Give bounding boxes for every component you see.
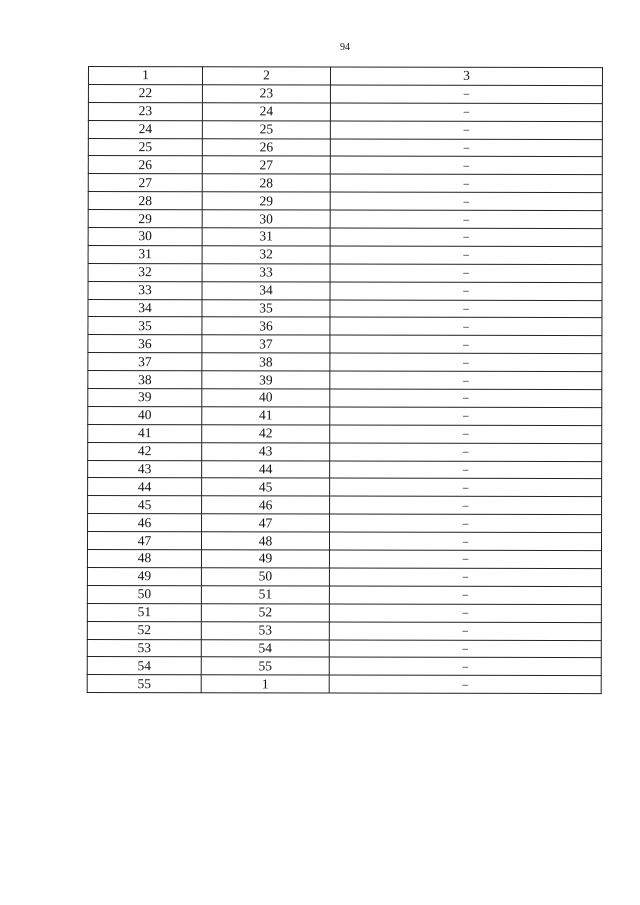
- table-cell-col-2: 39: [202, 371, 330, 389]
- table-row: [88, 335, 602, 354]
- table-cell-col-2: 46: [202, 496, 330, 514]
- table-cell-col-1: 28: [88, 192, 202, 210]
- table-row: [88, 460, 602, 479]
- table-row: [88, 263, 602, 282]
- table-row: [88, 317, 602, 336]
- table-cell-col-3: –: [329, 657, 601, 675]
- table-cell-col-1: 51: [87, 603, 201, 621]
- table-cell-col-1: 54: [87, 657, 201, 675]
- table-row: [88, 299, 602, 318]
- table-cell-col-1: 29: [88, 210, 202, 228]
- table-cell-col-2: 24: [202, 103, 330, 121]
- table-cell-col-1: 47: [87, 532, 201, 550]
- table-cell-col-2: 29: [202, 192, 330, 210]
- table-cell-col-3: –: [330, 121, 602, 139]
- table-row: [87, 657, 601, 676]
- table-cell-col-1: 48: [87, 550, 201, 568]
- table-row: [88, 406, 602, 425]
- table-cell-col-1: 52: [87, 621, 201, 639]
- table-cell-col-1: 50: [87, 585, 201, 603]
- table-cell-col-2: 26: [202, 138, 330, 156]
- table-cell-col-1: 32: [88, 263, 202, 281]
- table-cell-col-1: 27: [88, 174, 202, 192]
- table-cell-col-3: –: [330, 282, 602, 300]
- column-header-1: 1: [88, 67, 202, 85]
- table-cell-col-2: 44: [202, 460, 330, 478]
- table-cell-col-1: 34: [88, 299, 202, 317]
- table-row: [88, 138, 602, 157]
- table-row: [88, 120, 602, 139]
- table-cell-col-3: –: [329, 586, 601, 604]
- table-cell-col-1: 36: [88, 335, 202, 353]
- table-cell-col-2: 51: [201, 586, 329, 604]
- table-cell-col-1: 35: [88, 317, 202, 335]
- table-cell-col-3: –: [329, 568, 601, 586]
- table-cell-col-2: 32: [202, 246, 330, 264]
- table-cell-col-2: 36: [202, 317, 330, 335]
- table-cell-col-2: 27: [202, 156, 330, 174]
- table-cell-col-1: 38: [88, 371, 202, 389]
- table-cell-col-1: 33: [88, 281, 202, 299]
- table-cell-col-3: –: [329, 604, 601, 622]
- table-cell-col-3: –: [330, 389, 602, 407]
- table-header: [88, 67, 602, 86]
- table-cell-col-3: –: [330, 156, 602, 174]
- table-cell-col-1: 39: [88, 389, 202, 407]
- table-cell-col-3: –: [330, 103, 602, 121]
- table-cell-col-2: 37: [202, 335, 330, 353]
- table-row: [87, 675, 601, 694]
- table-cell-col-1: 46: [88, 514, 202, 532]
- column-header-2: 2: [202, 67, 330, 85]
- table-cell-col-3: –: [330, 317, 602, 335]
- table-row: [87, 532, 601, 551]
- table-cell-col-1: 55: [87, 675, 201, 693]
- table-cell-col-1: 25: [88, 138, 202, 156]
- column-header-3: 3: [330, 67, 602, 85]
- table-cell-col-2: 34: [202, 281, 330, 299]
- table-cell-col-1: 23: [88, 102, 202, 120]
- table-cell-col-2: 48: [201, 532, 329, 550]
- table-cell-col-3: –: [330, 210, 602, 228]
- page-number: 94: [340, 42, 350, 53]
- table-row: [88, 389, 602, 408]
- table-row: [87, 550, 601, 569]
- table-row: [88, 424, 602, 443]
- table-cell-col-2: 55: [201, 657, 329, 675]
- table-cell-col-2: 35: [202, 299, 330, 317]
- table-cell-col-2: 50: [201, 568, 329, 586]
- table-body: [87, 84, 602, 693]
- table-cell-col-3: –: [329, 550, 601, 568]
- table-row: [87, 585, 601, 604]
- table-cell-col-3: –: [330, 174, 602, 192]
- table-row: [88, 281, 602, 300]
- table-cell-col-1: 42: [88, 442, 202, 460]
- table-row: [87, 639, 601, 658]
- header-row: [88, 67, 602, 86]
- table-cell-col-3: –: [329, 532, 601, 550]
- table-cell-col-1: 44: [88, 478, 202, 496]
- table-cell-col-2: 54: [201, 639, 329, 657]
- table-cell-col-3: –: [330, 246, 602, 264]
- table-cell-col-1: 24: [88, 120, 202, 138]
- table-cell-col-2: 28: [202, 174, 330, 192]
- table-cell-col-2: 31: [202, 228, 330, 246]
- table-cell-col-1: 22: [88, 84, 202, 102]
- table-cell-col-2: 47: [202, 514, 330, 532]
- table-cell-col-3: –: [330, 478, 602, 496]
- data-table: [87, 66, 603, 694]
- table-cell-col-2: 49: [201, 550, 329, 568]
- table-cell-col-3: –: [330, 443, 602, 461]
- table-row: [88, 156, 602, 175]
- table-cell-col-2: 53: [201, 621, 329, 639]
- table-cell-col-3: –: [329, 640, 601, 658]
- table-cell-col-3: –: [330, 353, 602, 371]
- table-row: [88, 371, 602, 390]
- table-cell-col-2: 33: [202, 264, 330, 282]
- table-cell-col-2: 41: [202, 407, 330, 425]
- table-cell-col-3: –: [330, 496, 602, 514]
- table-row: [88, 442, 602, 461]
- table-row: [88, 192, 602, 211]
- table-cell-col-1: 45: [88, 496, 202, 514]
- table-cell-col-1: 31: [88, 245, 202, 263]
- table-cell-col-3: –: [329, 622, 601, 640]
- table-row: [88, 228, 602, 247]
- table-row: [88, 478, 602, 497]
- table-cell-col-3: –: [330, 139, 602, 157]
- table-cell-col-2: 40: [202, 389, 330, 407]
- table-cell-col-1: 37: [88, 353, 202, 371]
- table-cell-col-1: 43: [88, 460, 202, 478]
- table-cell-col-3: –: [330, 85, 602, 103]
- table-cell-col-3: –: [330, 228, 602, 246]
- table-row: [88, 84, 602, 103]
- table-cell-col-2: 52: [201, 603, 329, 621]
- table-cell-col-2: 45: [202, 478, 330, 496]
- table-cell-col-2: 43: [202, 442, 330, 460]
- table-cell-col-3: –: [329, 675, 601, 693]
- table-cell-col-1: 26: [88, 156, 202, 174]
- table-row: [88, 353, 602, 372]
- table-cell-col-1: 41: [88, 424, 202, 442]
- table-cell-col-2: 30: [202, 210, 330, 228]
- table-row: [87, 567, 601, 586]
- table-cell-col-3: –: [330, 264, 602, 282]
- table-cell-col-2: 38: [202, 353, 330, 371]
- table-cell-col-1: 53: [87, 639, 201, 657]
- table-cell-col-2: 25: [202, 120, 330, 138]
- table-cell-col-1: 30: [88, 228, 202, 246]
- table-cell-col-3: –: [330, 192, 602, 210]
- table-cell-col-3: –: [330, 407, 602, 425]
- table-cell-col-3: –: [330, 300, 602, 318]
- table-row: [87, 603, 601, 622]
- table-cell-col-3: –: [330, 425, 602, 443]
- table-row: [87, 621, 601, 640]
- table-row: [88, 245, 602, 264]
- table-row: [88, 174, 602, 193]
- table-cell-col-1: 40: [88, 406, 202, 424]
- table-row: [88, 102, 602, 121]
- table-cell-col-3: –: [330, 514, 602, 532]
- table-cell-col-3: –: [330, 335, 602, 353]
- table-cell-col-3: –: [330, 371, 602, 389]
- table-row: [88, 514, 602, 533]
- table-row: [88, 210, 602, 229]
- table-cell-col-2: 23: [202, 85, 330, 103]
- table-cell-col-2: 1: [201, 675, 329, 693]
- table-cell-col-1: 49: [87, 567, 201, 585]
- table-row: [88, 496, 602, 515]
- table-cell-col-2: 42: [202, 425, 330, 443]
- table-cell-col-3: –: [330, 461, 602, 479]
